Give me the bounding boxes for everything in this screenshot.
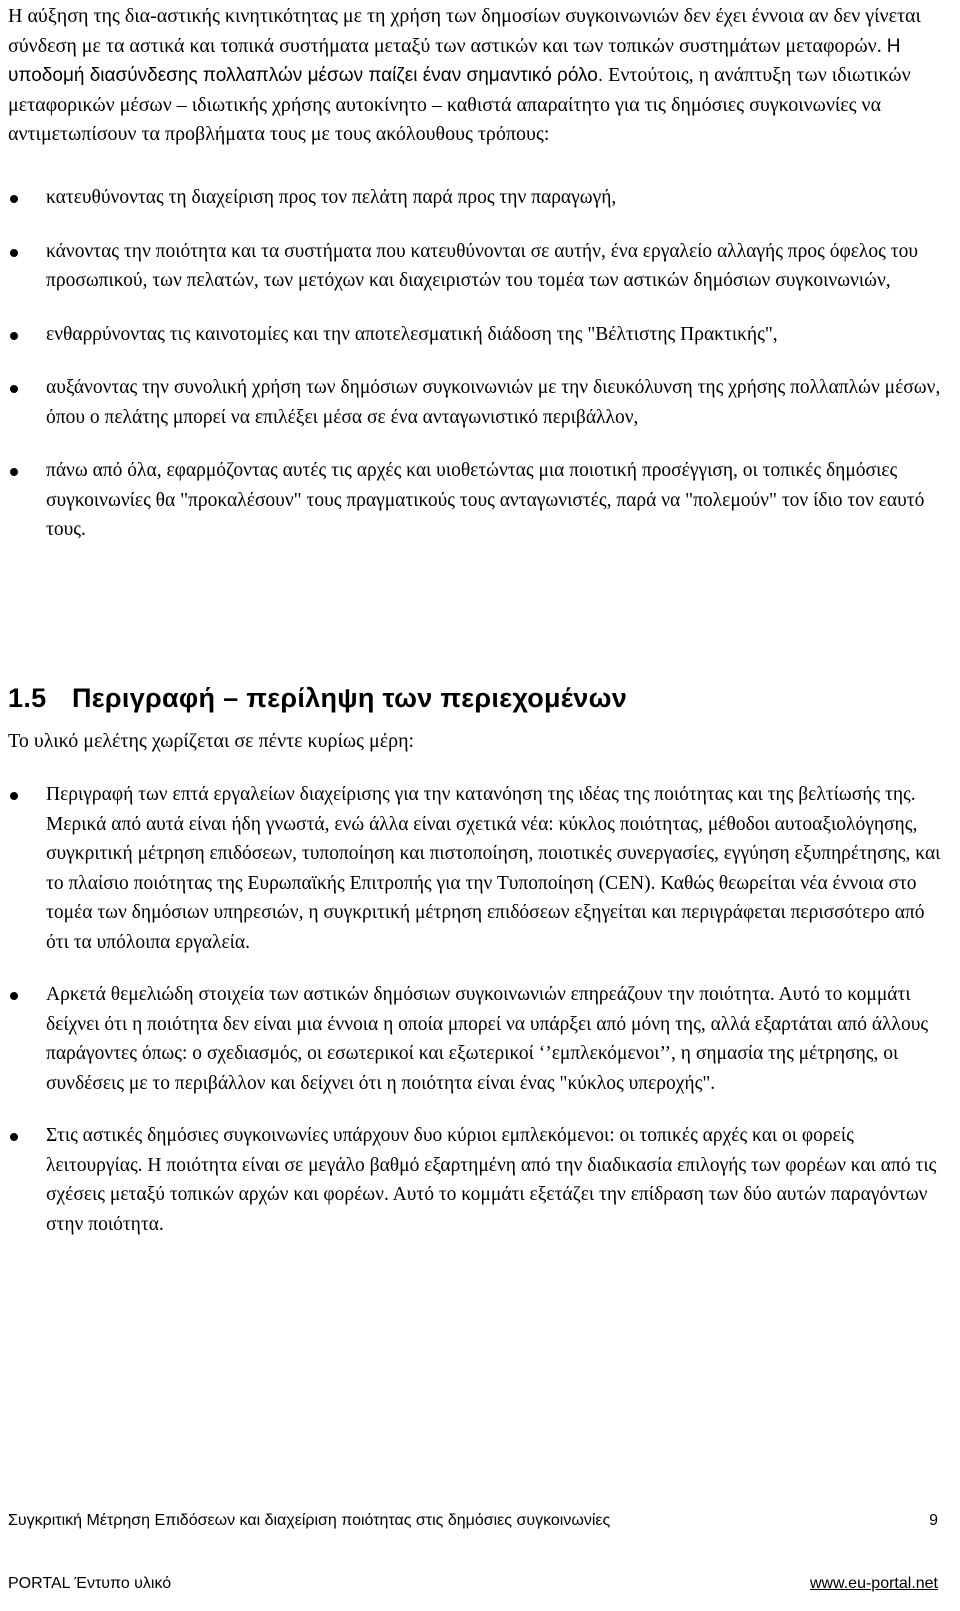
bullet-icon bbox=[10, 195, 18, 203]
bullet-icon bbox=[10, 468, 18, 476]
bullet-icon bbox=[10, 1133, 18, 1141]
page-number: 9 bbox=[929, 1512, 938, 1529]
footer-portal-label: PORTAL Έντυπο υλικό bbox=[8, 1575, 172, 1592]
bullet-icon bbox=[10, 249, 18, 257]
footer-title-row bbox=[8, 1512, 938, 1530]
list-item-text: αυξάνοντας την συνολική χρήση των δημόσιων συγκοινωνιών με την διευκόλυνση της χρήσης πολλαπλών μέσων, όπου ο πελάτης μπορεί να επιλέξει μέσα σε ένα ανταγωνιστικό περιβάλλον, bbox=[46, 377, 941, 428]
list-item-text: Περιγραφή των επτά εργαλείων διαχείρισης για την κατανόηση της ιδέας της ποιότητας και της βελτίωσής της. Μερικά από αυτά είναι ήδη γνωστά, ενώ άλλα είναι σχετικά νέα: κύκλος ποιότητας, μέθοδοι αυτοαξιολόγησης, συγκριτική μέτρηση επιδόσεων, τυποποίηση και πιστοποίηση, ποιοτικές συνεργασίες, εγγύηση εξυπηρέτησης, και το πλαίσιο ποιότητας της Ευρωπαϊκής Επιτροπής για την Τυποποίηση (CEN). Καθώς θεωρείται νέα έννοια στο τομέα των δημόσιων υπηρεσιών, η συγκριτική μέτρηση επιδόσεων εξηγείται και περιγράφεται περισσότερο από ότι τα υπόλοιπα εργαλεία. bbox=[46, 784, 941, 953]
list-item bbox=[8, 1121, 943, 1239]
section-title: Περιγραφή – περίληψη των περιεχομένων bbox=[72, 683, 628, 713]
website-link[interactable]: www.eu-portal.net bbox=[809, 1575, 938, 1592]
footer-title: Συγκριτική Μέτρηση Επιδόσεων και διαχείριση ποιότητας στις δημόσιες συγκοινωνίες bbox=[8, 1512, 611, 1529]
list-item bbox=[8, 373, 943, 432]
bullet-icon bbox=[10, 332, 18, 340]
parts-bullet-list bbox=[8, 780, 943, 1262]
list-item bbox=[8, 980, 943, 1098]
intro-text-b: Η υποδομή διασύνδεσης πολλαπλών μέσων παίζει έναν σημαντικό ρόλο. bbox=[8, 35, 901, 86]
list-item-text: κάνοντας την ποιότητα και τα συστήματα που κατευθύνονται σε αυτήν, ένα εργαλείο αλλαγής προς όφελος του προσωπικού, των πελατών, των μετόχων και διαχειριστών του τομέα των αστικών δημόσιων συγκοινωνιών, bbox=[46, 240, 918, 291]
list-item-text: Στις αστικές δημόσιες συγκοινωνίες υπάρχουν δυο κύριοι εμπλεκόμενοι: οι τοπικές αρχές και οι φορείς λειτουργίας. Η ποιότητα είναι σε μεγάλο βαθμό εξαρτημένη από την διαδικασία επιλογής των φορέων και από τις σχέσεις μεταξύ τοπικών αρχών και φορέων. Αυτό το κομμάτι εξετάζει την επίδραση των δύο αυτών παραγόντων στην ποιότητα. bbox=[46, 1125, 937, 1235]
list-item bbox=[8, 456, 943, 545]
list-item-text: κατευθύνοντας τη διαχείριση προς τον πελάτη παρά προς την παραγωγή, bbox=[46, 187, 617, 208]
intro-paragraph bbox=[8, 2, 948, 150]
section-intro: Το υλικό μελέτης χωρίζεται σε πέντε κυρίως μέρη: bbox=[8, 730, 415, 752]
list-item-text: πάνω από όλα, εφαρμόζοντας αυτές τις αρχές και υιοθετώντας μια ποιοτική προσέγγιση, οι τοπικές δημόσιες συγκοινωνίες θα "προκαλέσουν" τους πραγματικούς τους ανταγωνιστές, παρά να "πολεμούν" τον ίδιο τον εαυτό τους. bbox=[46, 460, 925, 540]
list-item bbox=[8, 320, 943, 350]
section-number: 1.5 bbox=[8, 683, 47, 713]
list-item bbox=[8, 780, 943, 957]
list-item bbox=[8, 183, 943, 213]
list-item bbox=[8, 237, 943, 296]
section-heading bbox=[8, 683, 627, 714]
bullet-icon bbox=[10, 992, 18, 1000]
bullet-icon bbox=[10, 385, 18, 393]
list-item-text: Αρκετά θεμελιώδη στοιχεία των αστικών δημόσιων συγκοινωνιών επηρεάζουν την ποιότητα. Αυτό το κομμάτι δείχνει ότι η ποιότητα δεν είναι μια έννοια η οποία μπορεί να υπάρξει από μόνη της, αλλά εξαρτάται από άλλους παράγοντες όπως: ο σχεδιασμός, οι εσωτερικοί και εξωτερικοί ‘’εμπλεκόμενοι’’, η σημασία της μέτρησης, οι συνδέσεις με το περιβάλλον και δείχνει ότι η ποιότητα είναι ένας "κύκλος υπεροχής". bbox=[46, 984, 929, 1094]
intro-text-c: Εντούτοις, η ανάπτυξη των ιδιωτικών μεταφορικών μέσων – ιδιωτικής χρήσης αυτοκίνητο – καθιστά απαραίτητο για τις δημόσιες συγκοινωνίες να αντιμετωπίσουν τα προβλήματα τους με τους ακόλουθους τρόπους: bbox=[8, 64, 911, 145]
footer-source-row bbox=[8, 1575, 938, 1593]
bullet-icon bbox=[10, 792, 18, 800]
goals-bullet-list bbox=[8, 183, 943, 569]
intro-text-a: Η αύξηση της δια-αστικής κινητικότητας με τη χρήση των δημοσίων συγκοινωνιών δεν έχει έννοια αν δεν γίνεται σύνδεση με τα αστικά και τοπικά συστήματα μεταξύ των αστικών και των τοπικών συστημάτων μεταφορών. bbox=[8, 5, 921, 57]
list-item-text: ενθαρρύνοντας τις καινοτομίες και την αποτελεσματική διάδοση της "Βέλτιστης Πρακτικής", bbox=[46, 323, 778, 345]
